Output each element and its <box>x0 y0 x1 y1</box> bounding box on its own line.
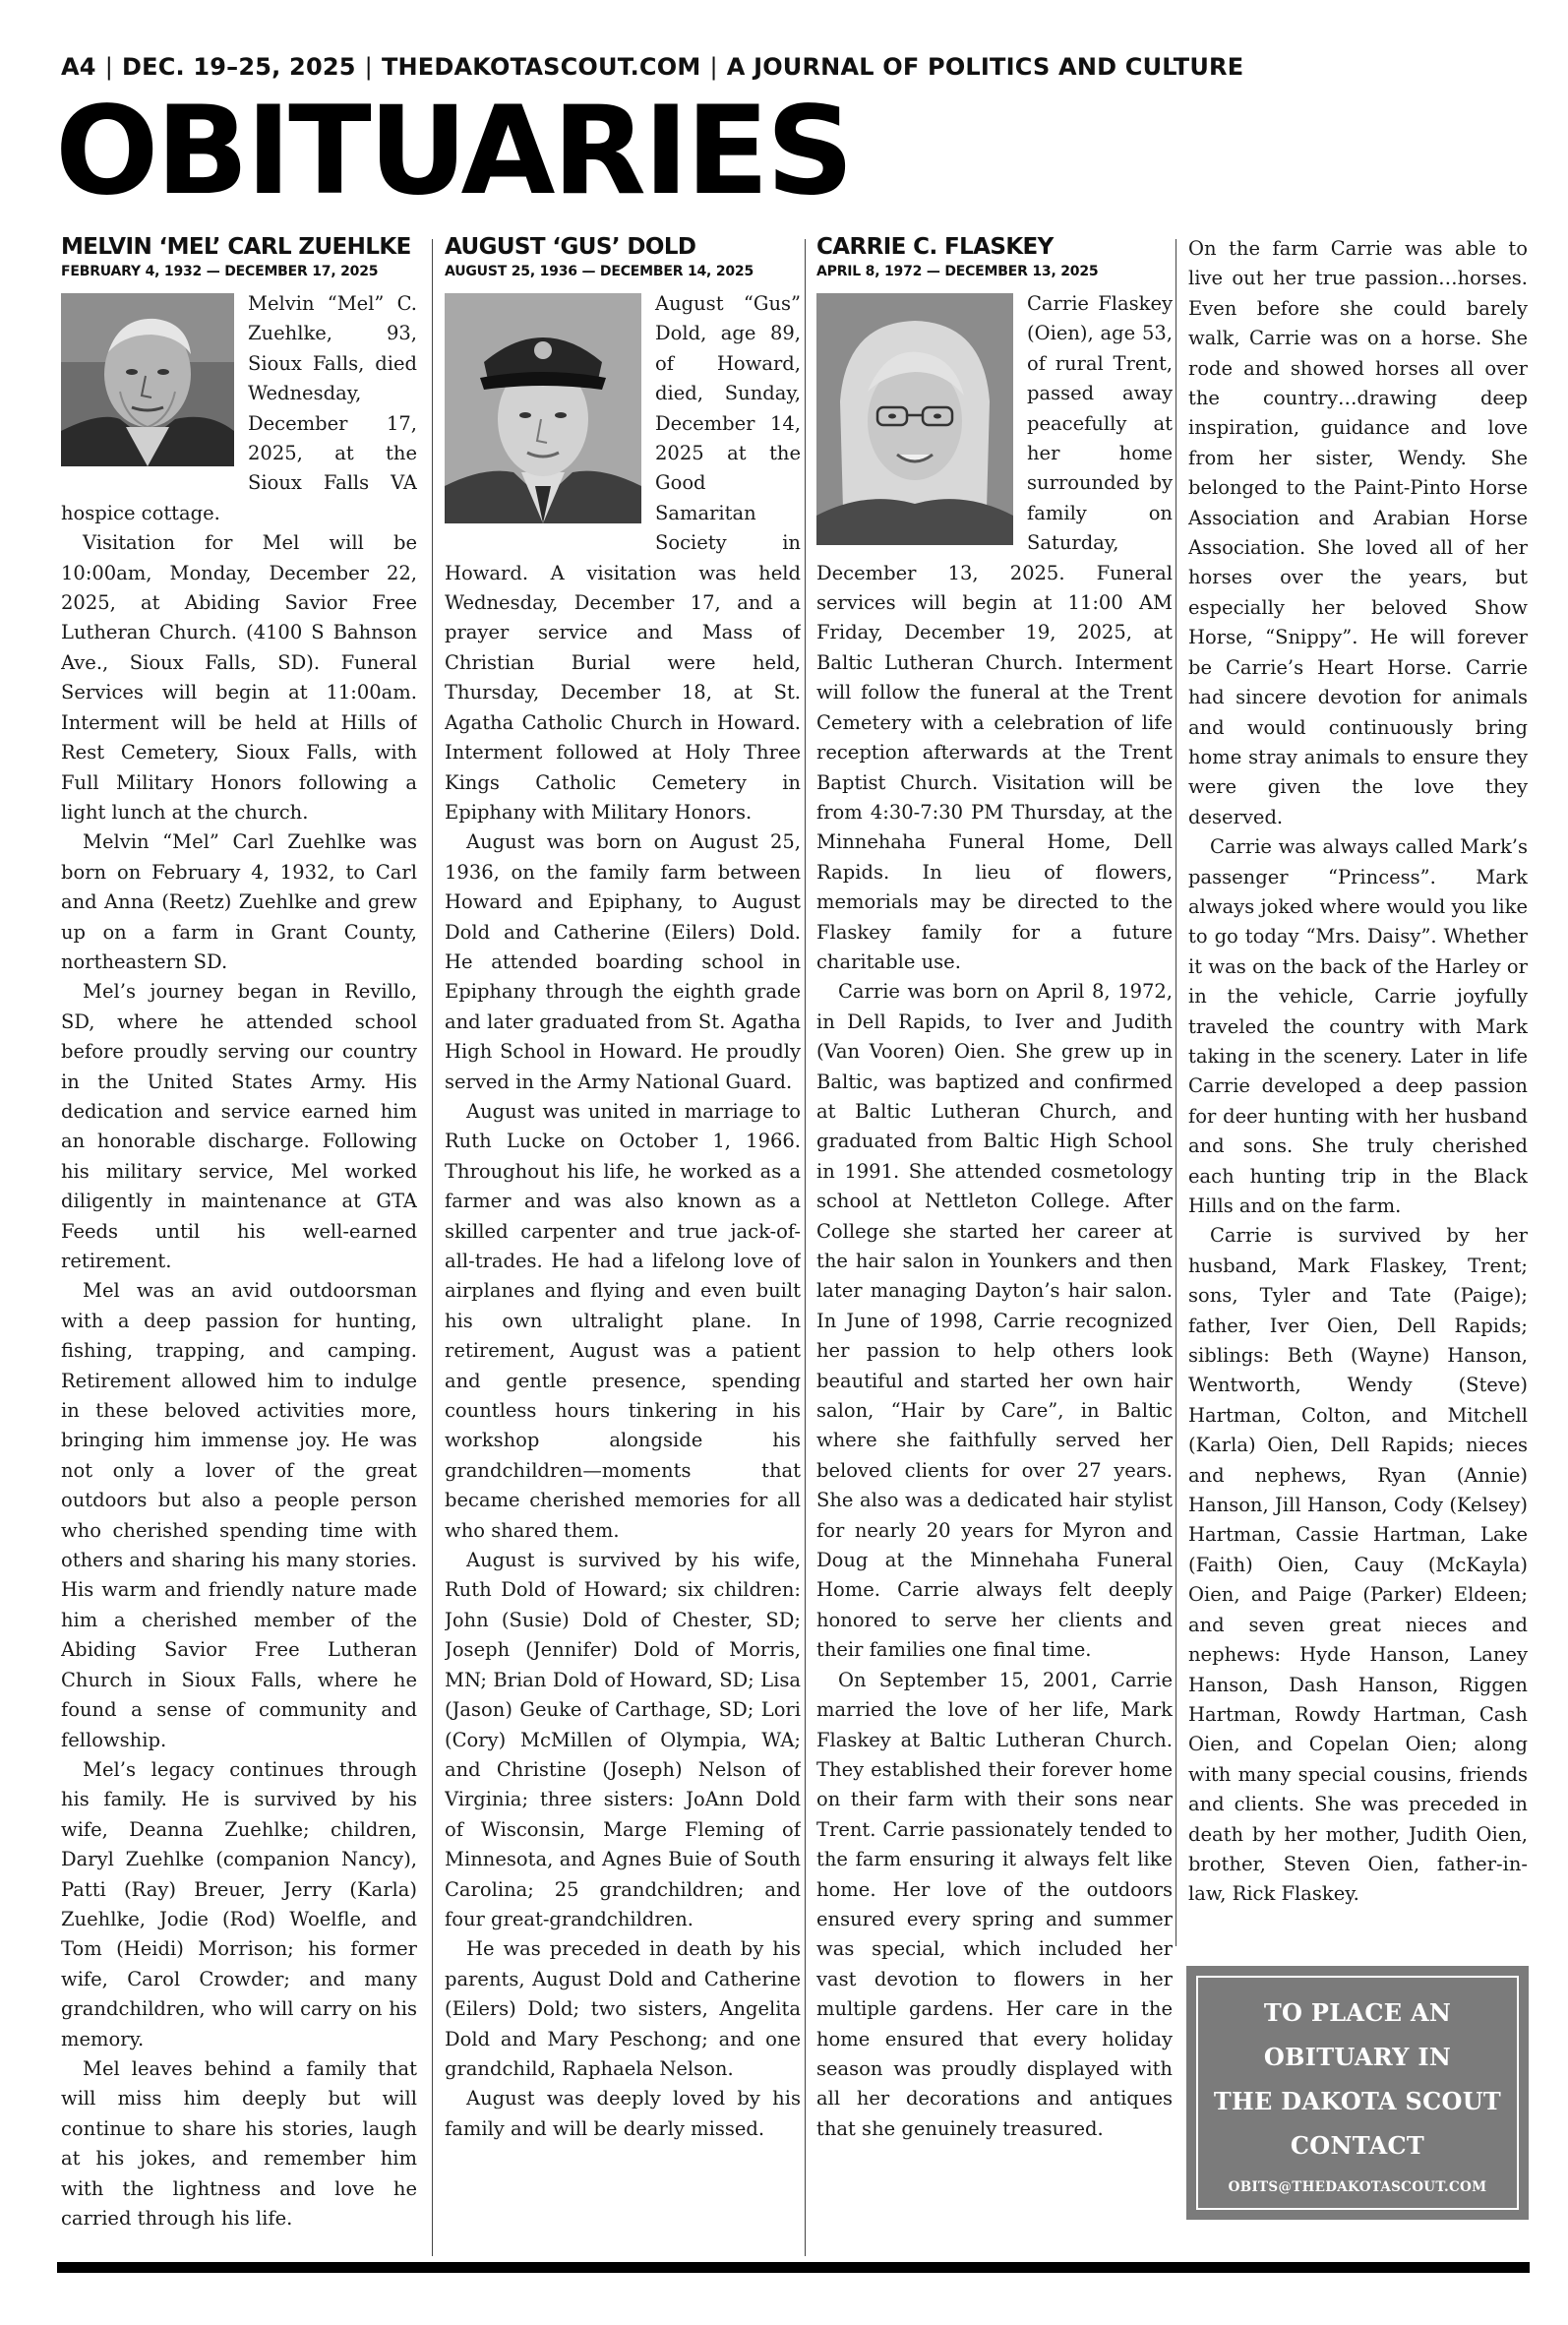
obituary-paragraph: Carrie is survived by her husband, Mark Flaskey, Trent; sons, Tyler and Tate (Paige); father, Iver Oien, Dell Rapids; siblings: Beth (Wayne) Hanson, Wentworth, Wendy (Steve) Hartman, Colton, and Mitchell (Karla) Oien, Dell Rapids; nieces and nephews, Ryan (Annie) Hanson, Jill Hanson, Cody (Kelsey) Hartman, Cassie Hartman, Lake (Faith) Oien, Cauy (McKayla) Oien, and Paige (Parker) Eldeen; and seven great nieces and nephews: Hyde Hanson, Laney Hanson, Dash Hanson, Riggen Hartman, Rowdy Hartman, Cash Oien, and Copelan Oien; along with many special cousins, friends and clients. She was preceded in death by her mother, Judith Oien, brother, Steven Oien, father-in-law, Rick Flaskey. <box>1188 1224 1528 1906</box>
obituary-body <box>445 289 801 2144</box>
obituary-body <box>1188 234 1528 1910</box>
column-divider <box>805 239 806 2256</box>
obituary-paragraph: Mel was an avid outdoorsman with a deep passion for hunting, fishing, trapping, and camping. Retirement allowed him to indulge in these beloved activities more, bringing him immense joy. He was not only a lover of the great outdoors but also a people person who cherished spending time with others and sharing his many stories. His warm and friendly nature made him a cherished member of the Abiding Savior Free Lutheran Church in Sioux Falls, where he found a sense of community and fellowship. <box>61 1279 417 1751</box>
obituary-paragraph: August was united in marriage to Ruth Lucke on October 1, 1966. Throughout his life, he worked as a farmer and was also known as a skilled carpenter and true jack-of-all-trades. He had a lifelong love of airplanes and flying and even built his own ultralight plane. In retirement, August was a patient and gentle presence, spending countless hours tinkering in his workshop alongside his grandchildren—moments that became cherished memories for all who shared them. <box>445 1099 801 1542</box>
obituary-paragraph: August was born on August 25, 1936, on the family farm between Howard and Epiphany, to August Dold and Catherine (Eilers) Dold. He attended boarding school in Epiphany through the eighth grade and later graduated from St. Agatha High School in Howard. He proudly served in the Army National Guard. <box>445 830 801 1093</box>
obituary-body <box>61 289 417 2233</box>
obituary-paragraph: Visitation for Mel will be 10:00am, Monday, December 22, 2025, at Abiding Savior Free Lutheran Church. (4100 S Bahnson Ave., Sioux Falls, SD). Funeral Services will begin at 11:00am. Interment will be held at Hills of Rest Cemetery, Sioux Falls, with Full Military Honors following a light lunch at the church. <box>61 531 417 824</box>
obituary-name: AUGUST ‘GUS’ DOLD <box>445 234 696 260</box>
obituary-submission-box <box>1186 1966 1529 2220</box>
obituary-paragraph: Melvin “Mel” Carl Zuehlke was born on February 4, 1932, to Carl and Anna (Reetz) Zuehlke and grew up on a farm in Grant County, northeastern SD. <box>61 830 417 973</box>
page-header <box>61 53 1243 81</box>
page-number: A4 <box>61 53 96 81</box>
portrait-army-uniform-icon <box>445 293 641 523</box>
obituary-dates: AUGUST 25, 1936 — DECEMBER 14, 2025 <box>445 264 754 279</box>
obituary-paragraph: On the farm Carrie was able to live out her true passion…horses. Even before she could barely walk, Carrie was on a horse. She rode and showed horses all over the country…drawing deep inspiration, guidance and love from her sister, Wendy. She belonged to the Paint-Pinto Horse Association and Arabian Horse Association. She loved all of her horses over the years, but especially her beloved Show Horse, “Snippy”. He will forever be Carrie’s Heart Horse. Carrie had sincere devotion for animals and would continuously bring home stray animals to ensure they were given the love they deserved. <box>1188 237 1528 828</box>
section-title: OBITUARIES <box>55 81 852 222</box>
publication-tagline: A JOURNAL OF POLITICS AND CULTURE <box>726 53 1244 81</box>
cta-line: TO PLACE AN <box>1263 1998 1452 2027</box>
obituary-paragraph: Carrie Flaskey (Oien), age 53, of rural Trent, passed away peacefully at her home surrounded by family on Saturday, December 13, 2025. Funeral services will begin at 11:00 AM Friday, December 19, 2025, at Baltic Lutheran Church. Interment will follow the funeral at the Trent Cemetery with a celebration of life reception afterwards at the Trent Baptist Church. Visitation will be from 4:30-7:30 PM Thursday, at the Minnehaha Funeral Home, Dell Rapids. In lieu of flowers, memorials may be directed to the Flaskey family for a future charitable use. <box>816 292 1173 973</box>
obituary-paragraph: Mel leaves behind a family that will miss him deeply but will continue to share his stories, laugh at his jokes, and remember him with the lightness and love he carried through his life. <box>61 2056 417 2230</box>
obituary-dates: FEBRUARY 4, 1932 — DECEMBER 17, 2025 <box>61 264 379 279</box>
obituary-name: CARRIE C. FLASKEY <box>816 234 1054 260</box>
obituary-paragraph: August was deeply loved by his family and will be dearly missed. <box>445 2087 801 2140</box>
cta-line: CONTACT <box>1290 2131 1425 2160</box>
obituary-name: MELVIN ‘MEL’ CARL ZUEHLKE <box>61 234 411 260</box>
column-divider <box>432 239 433 2256</box>
obituary-paragraph: Mel’s legacy continues through his family. He is survived by his wife, Deanna Zuehlke; children, Daryl Zuehlke (companion Nancy), Patti (Ray) Breuer, Jerry (Karla) Zuehlke, Jodie (Rod) Woelfle, and Tom (Heidi) Morrison; his former wife, Carol Crowder; and many grandchildren, who will carry on his memory. <box>61 1757 417 2050</box>
obituary-paragraph: Melvin “Mel” C. Zuehlke, 93, Sioux Falls, died Wednesday, December 17, 2025, at the Sioux Falls VA hospice cottage. <box>61 292 417 524</box>
cta-email-link[interactable]: OBITS@THEDAKOTASCOUT.COM <box>1228 2179 1487 2195</box>
obituary-paragraph: Carrie was born on April 8, 1972, in Dell Rapids, to Iver and Judith (Van Vooren) Oien. She grew up in Baltic, was baptized and confirmed at Baltic Lutheran Church, and graduated from Baltic High School in 1991. She attended cosmetology school at Nettleton College. After College she started her career at the hair salon in Younkers and then later managing Dayton’s hair salon. In June of 1998, Carrie recognized her passion to help others look beautiful and started her own hair salon, “Hair by Care”, in Baltic where she faithfully served her beloved clients for over 27 years. She also was a dedicated hair stylist for nearly 20 years for Myron and Doug at the Minnehaha Funeral Home. Carrie always felt deeply honored to serve her clients and their families one final time. <box>816 980 1173 1662</box>
obituary-zuehlke <box>61 234 417 2261</box>
obituary-dold <box>445 234 801 2261</box>
obituary-body <box>816 289 1173 2144</box>
cta-line: THE DAKOTA SCOUT <box>1213 2087 1502 2115</box>
obituary-paragraph: August “Gus” Dold, age 89, of Howard, died, Sunday, December 14, 2025 at the Good Samaritan Society in Howard. A visitation was held Wednesday, December 17, and a prayer service and Mass of Christian Burial were held, Thursday, December 18, at St. Agatha Catholic Church in Howard. Interment followed at Holy Three Kings Catholic Cemetery in Epiphany with Military Honors. <box>445 292 801 824</box>
issue-date: DEC. 19–25, 2025 <box>121 53 356 81</box>
header-separator: | <box>709 53 718 81</box>
obituary-paragraph: Mel’s journey began in Revillo, SD, where he attended school before proudly serving our country in the United States Army. His dedication and service earned him an honorable discharge. Following his military service, Mel worked diligently in maintenance at GTA Feeds until his well-earned retirement. <box>61 980 417 1272</box>
obituary-paragraph: Carrie was always called Mark’s passenger “Princess”. Mark always joked where would you like to go today “Mrs. Daisy”. Whether it was on the back of the Harley or in the vehicle, Carrie joyfully traveled the country with Mark taking in the scenery. Later in life Carrie developed a deep passion for deer hunting with her husband and sons. She truly cherished each hunting trip in the Black Hills and on the farm. <box>1188 835 1528 1217</box>
portrait-woman-glasses-icon <box>816 293 1013 545</box>
obituary-paragraph: August is survived by his wife, Ruth Dold of Howard; six children: John (Susie) Dold of Chester, SD; Joseph (Jennifer) Dold of Morris, MN; Brian Dold of Howard, SD; Lisa (Jason) Geuke of Carthage, SD; Lori (Cory) McMillen of Olympia, WA; and Christine (Joseph) Nelson of Virginia; three sisters: JoAnn Dold of Wisconsin, Marge Fleming of Minnesota, and Agnes Buie of South Carolina; 25 grandchildren; and four great-grandchildren. <box>445 1549 801 1930</box>
obituary-submission-frame <box>1196 1976 1519 2210</box>
site-url[interactable]: THEDAKOTASCOUT.COM <box>381 53 701 81</box>
obituary-flaskey-continued <box>1188 234 1528 1946</box>
obituary-paragraph: He was preceded in death by his parents, August Dold and Catherine (Eilers) Dold; two sisters, Angelita Dold and Mary Peschong; and one grandchild, Raphaela Nelson. <box>445 1937 801 2080</box>
header-separator: | <box>364 53 373 81</box>
obituary-flaskey <box>816 234 1173 2261</box>
bottom-rule <box>57 2262 1530 2273</box>
obituary-dates: APRIL 8, 1972 — DECEMBER 13, 2025 <box>816 264 1099 279</box>
obituary-paragraph: On September 15, 2001, Carrie married the love of her life, Mark Flaskey at Baltic Lutheran Church. They established their forever home on their farm with their sons near Trent. Carrie passionately tended to the farm ensuring it always felt like home. Her love of the outdoors ensured every spring and summer was special, which included her vast devotion to flowers in her multiple gardens. Her care in the home ensured that every holiday season was proudly displayed with all her decorations and antiques that she genuinely treasured. <box>816 1668 1173 2140</box>
portrait-elderly-man-icon <box>61 293 234 466</box>
header-separator: | <box>104 53 113 81</box>
cta-line: OBITUARY IN <box>1263 2043 1452 2071</box>
